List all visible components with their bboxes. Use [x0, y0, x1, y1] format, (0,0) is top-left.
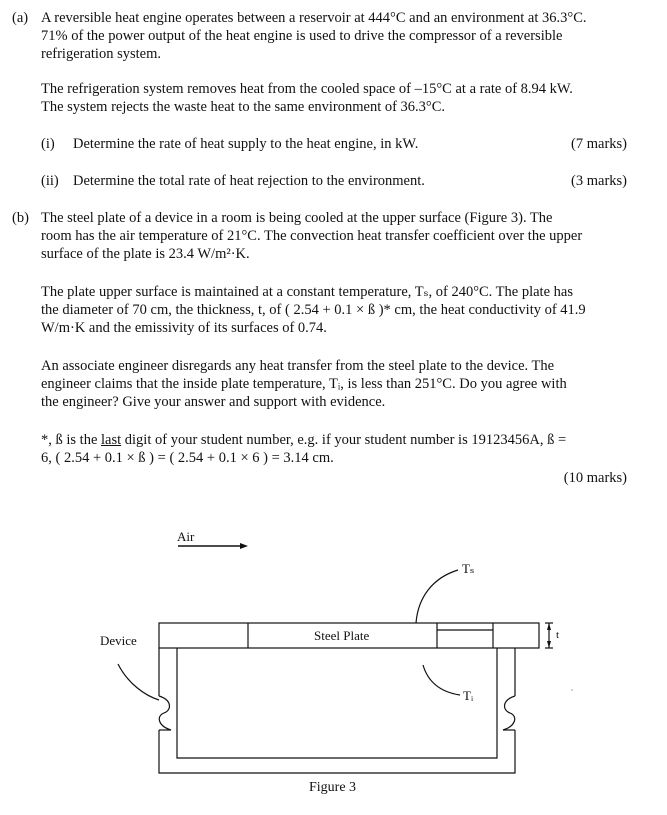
- footnote-underlined: last: [101, 432, 122, 448]
- part-a-label: (a): [12, 10, 29, 26]
- part-b-para3-line-3: the engineer? Give your answer and support with evidence.: [41, 394, 386, 410]
- device-inner-wall: [177, 648, 497, 758]
- part-b-label: (b): [12, 210, 29, 226]
- footnote-line-2: 6, ( 2.54 + 0.1 × ß ) = ( 2.54 + 0.1 × 6 ) = 3.14 cm.: [41, 450, 334, 466]
- air-arrow-head: [240, 543, 248, 549]
- steel-plate-label: Steel Plate: [314, 628, 370, 643]
- part-a-para2-line-2: The system rejects the waste heat to the same environment of 36.3°C.: [41, 99, 446, 115]
- part-b-para2-line-3: W/m·K and the emissivity of its surfaces of 0.74.: [41, 320, 327, 336]
- question-i-label: (i): [41, 136, 55, 152]
- part-b-marks: (10 marks): [563, 470, 627, 486]
- question-i-text: Determine the rate of heat supply to the heat engine, in kW.: [73, 136, 419, 152]
- device-label: Device: [100, 633, 137, 648]
- footnote-prefix: *, ß is the: [41, 432, 102, 448]
- ti-leader-line: [423, 665, 460, 695]
- part-b-para3-line-2: engineer claims that the inside plate temperature, Tᵢ, is less than 251°C. Do you agree with: [41, 376, 567, 392]
- thickness-label: t: [556, 629, 560, 641]
- ts-leader-line: [416, 570, 458, 623]
- question-ii-text: Determine the total rate of heat rejection to the environment.: [73, 173, 425, 189]
- part-b-para1-line-1: The steel plate of a device in a room is being cooled at the upper surface (Figure 3). The: [41, 210, 553, 226]
- question-ii-label: (ii): [41, 173, 59, 189]
- break-symbol-right: [503, 696, 515, 730]
- part-a-intro-line-3: refrigeration system.: [41, 46, 161, 62]
- part-b-para2-line-1: The plate upper surface is maintained at a constant temperature, Tₛ, of 240°C. The plate has: [41, 284, 573, 300]
- question-ii-marks: (3 marks): [571, 173, 627, 189]
- part-b-para3-line-1: An associate engineer disregards any heat transfer from the steel plate to the device. The: [41, 358, 555, 374]
- ts-label: Tₛ: [462, 561, 475, 576]
- part-a-para2-line-1: The refrigeration system removes heat from the cooled space of –15°C at a rate of 8.94 kW.: [41, 81, 573, 97]
- part-b-para1-line-2: room has the air temperature of 21°C. The convection heat transfer coefficient over the upper: [41, 228, 583, 244]
- part-a-intro-line-2: 71% of the power output of the heat engine is used to drive the compressor of a reversible: [41, 28, 563, 44]
- device-leader-line: [118, 664, 159, 700]
- figure-caption: Figure 3: [309, 780, 357, 795]
- ti-label: Tᵢ: [463, 688, 474, 703]
- footnote-rest: digit of your student number, e.g. if your student number is 19123456A, ß =: [121, 432, 567, 448]
- part-b-para2-line-2: the diameter of 70 cm, the thickness, t, of ( 2.54 + 0.1 × ß )* cm, the heat conductivity of 41.9: [41, 302, 586, 318]
- break-symbol-left: [159, 696, 171, 730]
- question-i-marks: (7 marks): [571, 136, 627, 152]
- part-a-intro-line-1: A reversible heat engine operates between a reservoir at 444°C and an environment at 36.3°C.: [41, 10, 587, 26]
- part-b-para1-line-3: surface of the plate is 23.4 W/m²·K.: [41, 246, 250, 262]
- device-outer-wall: [159, 730, 515, 773]
- air-label: Air: [177, 529, 195, 544]
